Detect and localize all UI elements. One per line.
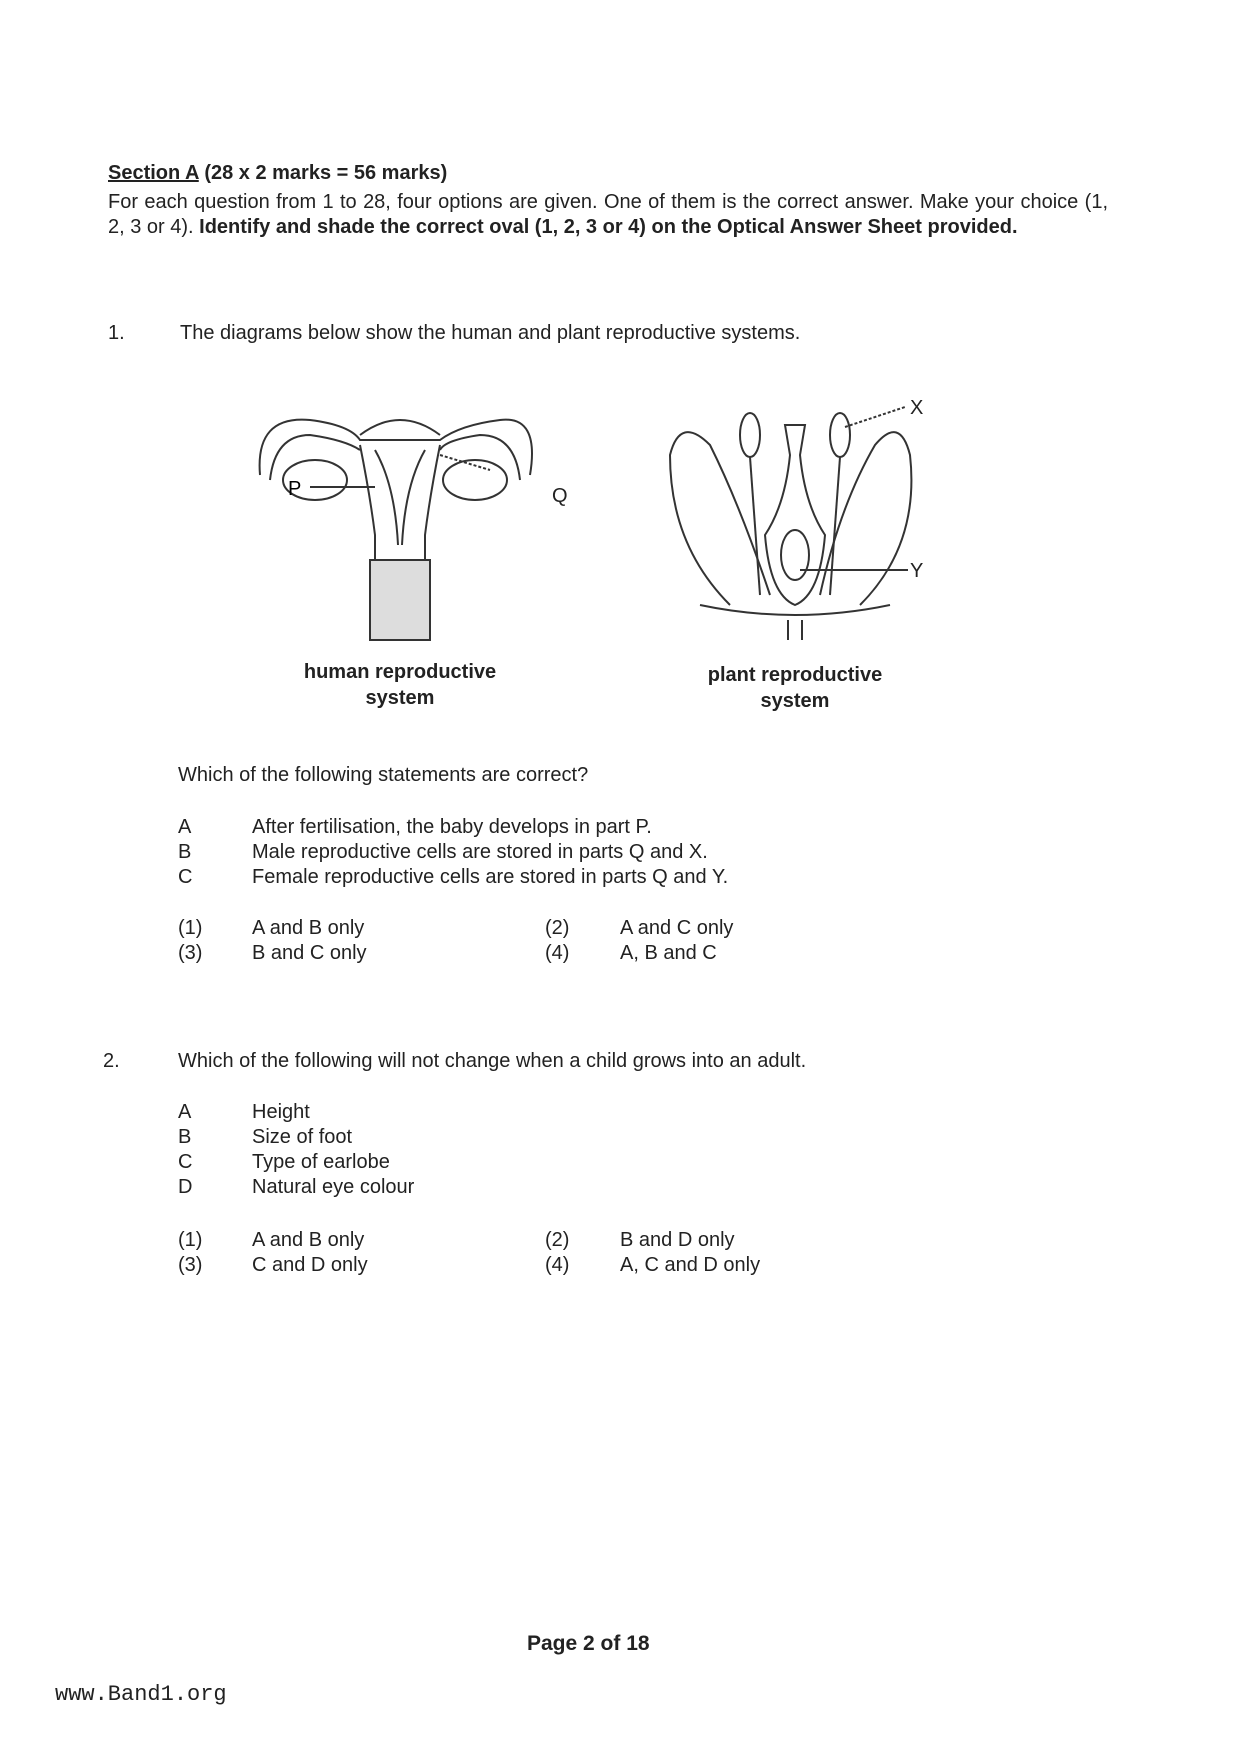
instruction-bold-text: Identify and shade the correct oval (1, 2, 3 or 4) on the Optical Answer Sheet provided. — [199, 216, 1018, 238]
label-x: X — [910, 397, 924, 419]
human-caption — [250, 659, 550, 711]
label-p: P — [288, 478, 302, 500]
q1-option-text: B and C only — [252, 942, 367, 964]
human-caption-line1: human reproductive — [303, 661, 497, 683]
question-2-text: Which of the following will not change when a child grows into an adult. — [178, 1050, 807, 1072]
q1-option-text: A, B and C — [620, 942, 717, 964]
q2-option-text: A and B only — [252, 1229, 365, 1251]
q2-statement-letter: D — [178, 1176, 193, 1198]
page-number: Page 2 of 18 — [527, 1632, 650, 1655]
q2-statement-text: Size of foot — [252, 1126, 353, 1148]
q1-statement-letter: A — [178, 816, 192, 838]
q2-option-text: C and D only — [252, 1254, 368, 1276]
q2-option-text: B and D only — [620, 1229, 735, 1251]
q2-option-number: (3) — [178, 1254, 203, 1276]
q2-option-text: A, C and D only — [620, 1254, 761, 1276]
q2-statement-text: Type of earlobe — [252, 1151, 390, 1173]
q2-statement-text: Height — [252, 1101, 310, 1123]
q1-option-number: (4) — [545, 942, 570, 964]
question-1-number: 1. — [108, 322, 125, 344]
label-q: Q — [552, 485, 568, 507]
q2-statement-letter: A — [178, 1101, 192, 1123]
q1-option-number: (2) — [545, 917, 570, 939]
plant-caption-line2: system — [760, 690, 830, 712]
q1-option-text: A and B only — [252, 917, 365, 939]
q2-option-number: (1) — [178, 1229, 203, 1251]
q2-statement-letter: C — [178, 1151, 193, 1173]
q1-option-text: A and C only — [620, 917, 734, 939]
q2-statement-letter: B — [178, 1126, 192, 1148]
q1-statement-text: Female reproductive cells are stored in parts Q and Y. — [252, 866, 729, 888]
question-1-text: The diagrams below show the human and plant reproductive systems. — [180, 322, 801, 344]
plant-caption — [645, 662, 945, 714]
section-marks: (28 x 2 marks = 56 marks) — [204, 162, 448, 184]
q2-option-number: (2) — [545, 1229, 570, 1251]
human-caption-line2: system — [365, 687, 435, 709]
label-y: Y — [910, 560, 924, 582]
q1-option-number: (1) — [178, 917, 203, 939]
section-header — [108, 162, 447, 185]
footer-site: www.Band1.org — [55, 1682, 227, 1707]
q1-statement-letter: B — [178, 841, 192, 863]
q1-statement-text: After fertilisation, the baby develops in part P. — [252, 816, 652, 838]
q2-statement-text: Natural eye colour — [252, 1176, 415, 1198]
plant-caption-line1: plant reproductive — [707, 664, 883, 686]
q1-statement-text: Male reproductive cells are stored in parts Q and X. — [252, 841, 708, 863]
q1-option-number: (3) — [178, 942, 203, 964]
plant-reproductive-diagram — [660, 395, 940, 645]
human-reproductive-diagram — [250, 395, 570, 645]
section-title: Section A — [108, 162, 199, 184]
question-2-number: 2. — [103, 1050, 120, 1072]
q2-option-number: (4) — [545, 1254, 570, 1276]
question-1-prompt: Which of the following statements are correct? — [178, 764, 589, 786]
section-instructions — [108, 190, 1108, 240]
q1-statement-letter: C — [178, 866, 193, 888]
instruction-text: For each question from 1 to 28, four options are given. One of them is the correct answer. Make your choice (1, 2, 3 or 4). — [108, 191, 1108, 238]
